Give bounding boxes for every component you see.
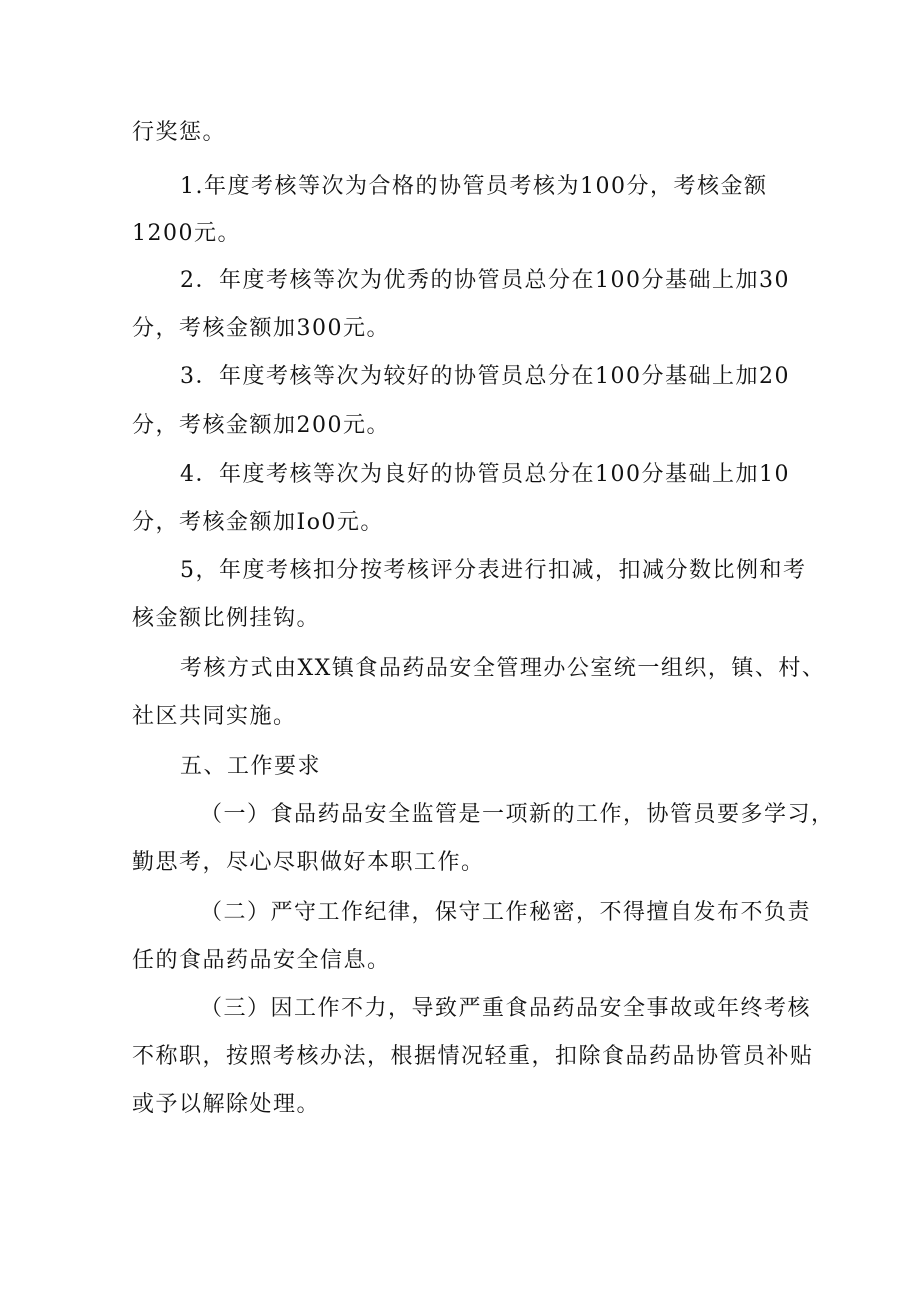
item-1-line-2: 1200元。 xyxy=(132,221,241,246)
requirement-3-line-1: （三）因工作不力，导致严重食品药品安全事故或年终考核 xyxy=(200,996,812,1021)
item-1-line-1: 1.年度考核等次为合格的协管员考核为100分，考核金额 xyxy=(180,174,768,199)
requirement-1-line-2: 勤思考，尽心尽职做好本职工作。 xyxy=(132,850,485,875)
requirement-2-line-2: 任的食品药品安全信息。 xyxy=(132,948,391,973)
item-4-line-2: 分，考核金额加Io0元。 xyxy=(132,510,384,535)
section-heading-work-requirements: 五、工作要求 xyxy=(180,754,322,779)
assessment-method-line-2: 社区共同实施。 xyxy=(132,704,297,729)
item-3-line-1: 3．年度考核等次为较好的协管员总分在100分基础上加20 xyxy=(180,364,790,389)
item-4-line-1: 4．年度考核等次为良好的协管员总分在100分基础上加10 xyxy=(180,462,790,487)
assessment-method-line-1: 考核方式由XX镇食品药品安全管理办公室统一组织，镇、村、 xyxy=(180,656,826,681)
item-2-line-1: 2．年度考核等次为优秀的协管员总分在100分基础上加30 xyxy=(180,268,790,293)
item-3-line-2: 分，考核金额加200元。 xyxy=(132,413,390,438)
requirement-3-line-3: 或予以解除处理。 xyxy=(132,1092,321,1117)
item-5-line-2: 核金额比例挂钩。 xyxy=(132,606,321,631)
requirement-1-line-1: （一）食品药品安全监管是一项新的工作，协管员要多学习， xyxy=(200,802,835,827)
requirement-2-line-1: （二）严守工作纪律，保守工作秘密，不得擅自发布不负责 xyxy=(200,900,812,925)
item-5-line-1: 5，年度考核扣分按考核评分表进行扣减，扣减分数比例和考 xyxy=(180,558,807,583)
text-line-continuation: 行奖惩。 xyxy=(132,120,227,145)
requirement-3-line-2: 不称职，按照考核办法，根据情况轻重，扣除食品药品协管员补贴 xyxy=(132,1044,814,1069)
item-2-line-2: 分，考核金额加300元。 xyxy=(132,316,390,341)
